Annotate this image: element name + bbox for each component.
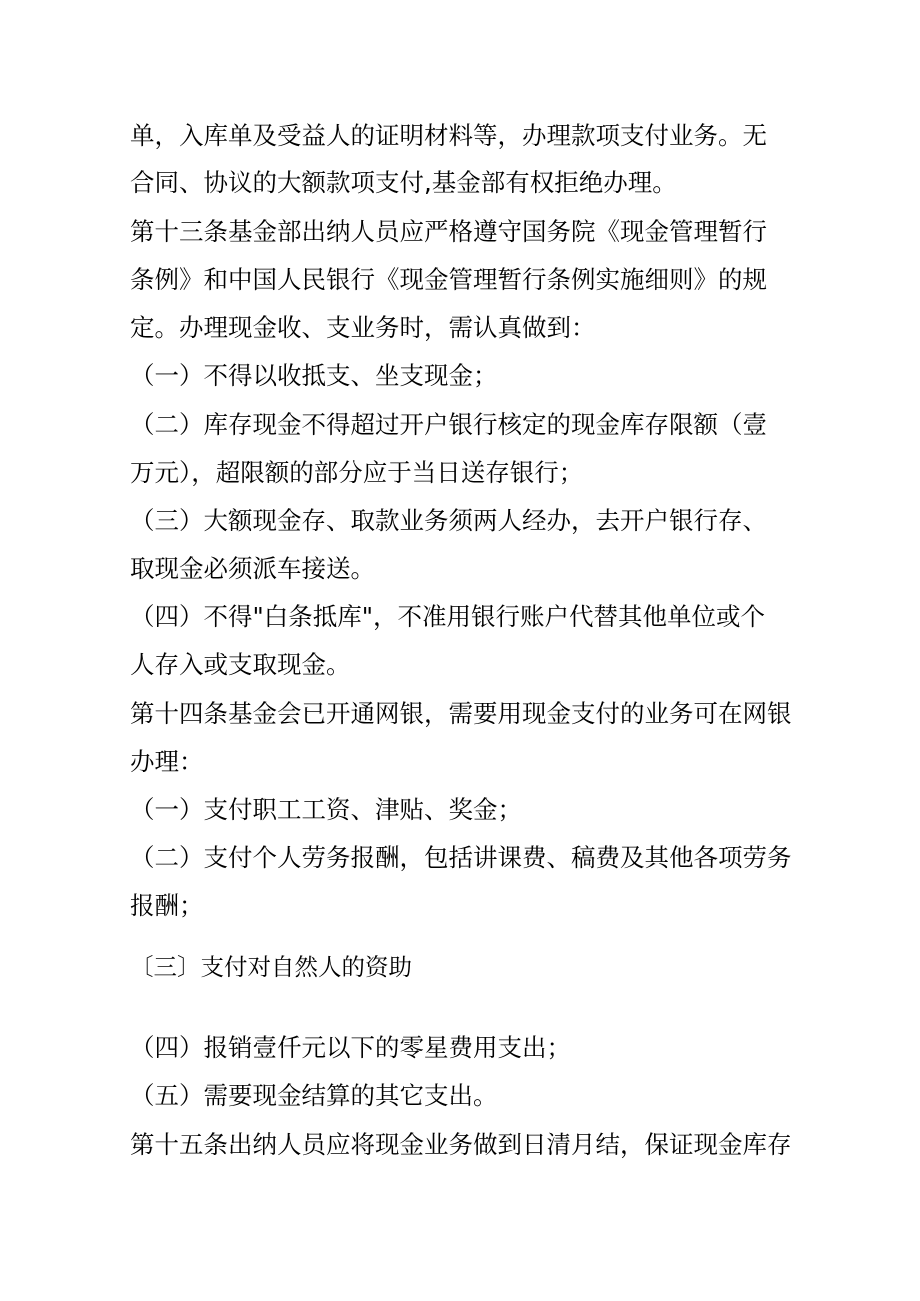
text-line: 万元），超限额的部分应于当日送存银行；	[130, 458, 584, 487]
text-line: （四）报销壹仟元以下的零星费用支出；	[130, 1033, 571, 1062]
text-line: 人存入或支取现金。	[130, 650, 351, 679]
text-line: 条例》和中国人民银行《现金管理暂行条例实施细则》的规	[130, 265, 767, 294]
text-line: 〔三〕支付对自然人的资助	[130, 953, 412, 981]
text-line: （二）库存现金不得超过开户银行核定的现金库存限额（壹	[130, 410, 767, 439]
text-line: 第十四条基金会已开通网银，需要用现金支付的业务可在网银	[130, 699, 792, 728]
text-line: 单，入库单及受益人的证明材料等，办理款项支付业务。无	[130, 121, 767, 150]
text-line: （二）支付个人劳务报酬，包括讲课费、稿费及其他各项劳务	[130, 843, 792, 872]
text-line: （四）不得"白条抵库"，不准用银行账户代替其他单位或个	[130, 602, 766, 631]
text-line: （一）不得以收抵支、坐支现金；	[130, 361, 498, 390]
text-line: 报酬；	[130, 891, 204, 920]
text-line: （一）支付职工工资、津贴、奖金；	[130, 795, 522, 824]
text-line: （三）大额现金存、取款业务须两人经办，去开户银行存、	[130, 506, 767, 535]
text-line: 取现金必须派车接送。	[130, 554, 375, 583]
text-line: 第十三条基金部出纳人员应严格遵守国务院《现金管理暂行	[130, 217, 767, 246]
text-line: 第十五条出纳人员应将现金业务做到日清月结，保证现金库存	[130, 1130, 792, 1159]
text-line: 合同、协议的大额款项支付,基金部有权拒绝办理。	[130, 168, 677, 197]
text-line: 定。办理现金收、支业务时，需认真做到：	[130, 313, 596, 342]
text-line: （五）需要现金结算的其它支出。	[130, 1081, 498, 1110]
text-line: 办理：	[130, 747, 204, 776]
